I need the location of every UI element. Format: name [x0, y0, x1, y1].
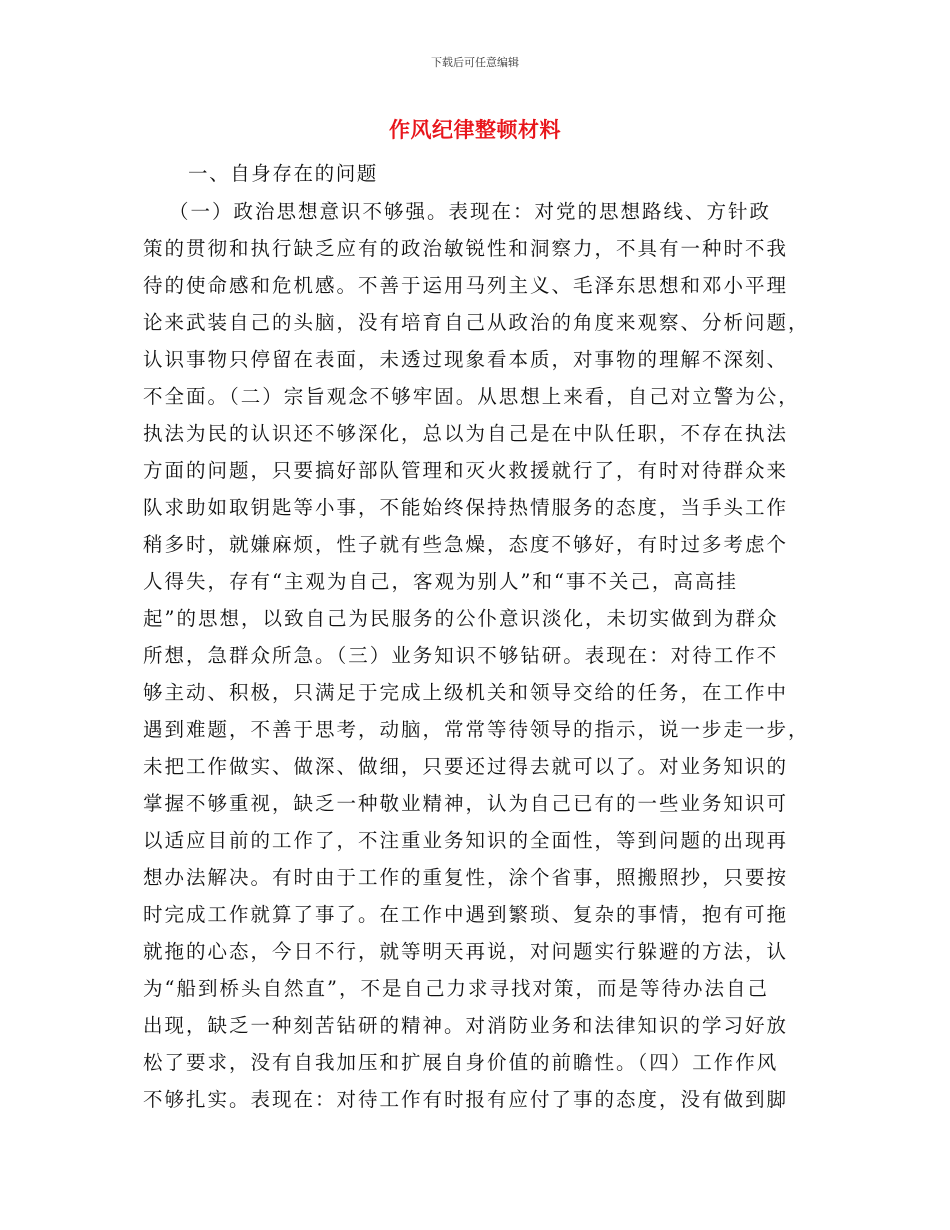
body-line: 够主动、积极，只满足于完成上级机关和领导交给的任务，在工作中 [143, 681, 789, 704]
body-line: 松了要求，没有自我加压和扩展自身价值的前瞻性。（四）工作作风 [143, 1051, 779, 1074]
body-line: 方面的问题，只要搞好部队管理和灭火救援就行了，有时对待群众来 [143, 459, 789, 482]
body-line: 就拖的心态，今日不行，就等明天再说，对问题实行躲避的方法，认 [143, 940, 789, 963]
body-line: （一）政治思想意识不够强。表现在：对党的思想路线、方针政 [169, 200, 772, 223]
body-line: 起”的思想，以致自己为民服务的公仆意识淡化，未切实做到为群众 [143, 607, 779, 630]
body-line: 出现，缺乏一种刻苦钻研的精神。对消防业务和法律知识的学习好放 [143, 1014, 789, 1037]
document-title: 作风纪律整顿材料 [389, 118, 561, 142]
body-line: 想办法解决。有时由于工作的重复性，涂个省事，照搬照抄，只要按 [143, 866, 789, 889]
body-line: 待的使命感和危机感。不善于运用马列主义、毛泽东思想和邓小平理 [143, 274, 789, 297]
body-line: 时完成工作就算了事了。在工作中遇到繁琐、复杂的事情，抱有可拖 [143, 903, 789, 926]
body-line: 论来武装自己的头脑，没有培育自己从政治的角度来观察、分析问题， [143, 311, 810, 334]
body-line: 所想，急群众所急。（三）业务知识不够钻研。表现在：对待工作不 [143, 644, 779, 667]
page-header: 下载后可任意编辑 [431, 56, 519, 69]
body-line: 不够扎实。表现在：对待工作有时报有应付了事的态度，没有做到脚 [143, 1088, 789, 1111]
body-line: 遇到难题，不善于思考，动脑，常常等待领导的指示，说一步走一步， [143, 718, 810, 741]
section-heading: 一、自身存在的问题 [188, 162, 378, 185]
body-line: 认识事物只停留在表面，未透过现象看本质，对事物的理解不深刻、 [143, 348, 789, 371]
body-line: 以适应目前的工作了，不注重业务知识的全面性，等到问题的出现再 [143, 829, 789, 852]
body-line: 执法为民的认识还不够深化，总以为自己是在中队任职，不存在执法 [143, 422, 789, 445]
body-line: 掌握不够重视，缺乏一种敬业精神，认为自己已有的一些业务知识可 [143, 792, 789, 815]
body-line: 为“船到桥头自然直”，不是自己力求寻找对策，而是等待办法自己 [143, 977, 769, 1000]
body-line: 策的贯彻和执行缺乏应有的政治敏锐性和洞察力，不具有一种时不我 [143, 237, 789, 260]
body-line: 队求助如取钥匙等小事，不能始终保持热情服务的态度，当手头工作 [143, 496, 789, 519]
body-line: 稍多时，就嫌麻烦，性子就有些急燥，态度不够好，有时过多考虑个 [143, 533, 789, 556]
body-line: 未把工作做实、做深、做细，只要还过得去就可以了。对业务知识的 [143, 755, 789, 778]
body-line: 人得失，存有“主观为自己，客观为别人”和“事不关己，高高挂 [143, 570, 738, 593]
body-line: 不全面。（二）宗旨观念不够牢固。从思想上来看，自己对立警为公， [143, 385, 800, 408]
